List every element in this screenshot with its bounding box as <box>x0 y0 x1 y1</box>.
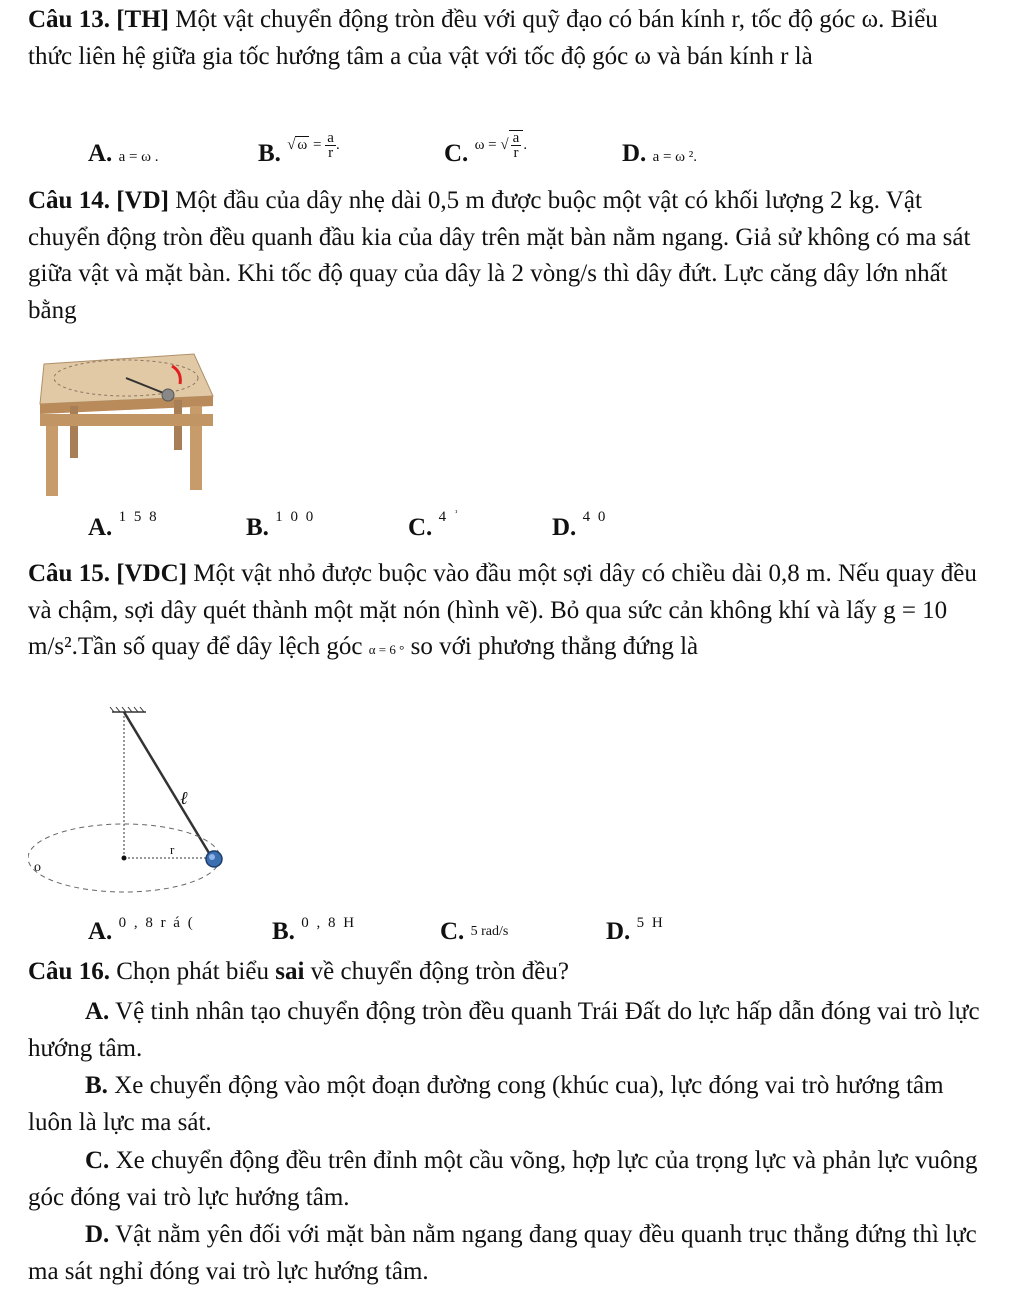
q14-option-a[interactable]: A. $^{1 5 8}$ <box>88 509 159 541</box>
question-14 <box>28 183 988 329</box>
table-apron <box>40 414 213 426</box>
center-point <box>122 856 127 861</box>
q14-option-d[interactable]: D. $^{4 0}$ <box>552 509 608 541</box>
question-15-label: Câu 15. [VDC] <box>28 560 188 587</box>
gravity-expr: g = 10 m/s² <box>28 596 948 660</box>
bob-highlight <box>209 854 215 860</box>
table-leg <box>46 414 58 496</box>
q13-option-b-expr: √ ω = a r . <box>287 130 340 162</box>
conical-pendulum-figure <box>28 700 258 910</box>
q15-option-d[interactable]: D. $^{5 H}$ <box>606 915 665 945</box>
question-14-label: Câu 14. [VD] <box>28 187 169 214</box>
question-13-text: Một vật chuyển động tròn đều với quỹ đạo có bán kính r, tốc độ góc ω. Biểu thức liên hệ giữa gia tốc hướng tâm a của vật với tốc độ góc ω và bán kính r là <box>28 6 938 70</box>
q15-option-b[interactable]: B. $^{0 , 8 H}$ <box>272 915 357 945</box>
question-16-label: Câu 16. <box>28 958 110 985</box>
question-13-options <box>0 130 1013 180</box>
q16-option-b[interactable]: B. Xe chuyển động vào một đoạn đường cong (khúc cua), lực đóng vai trò hướng tâm luôn là lực ma sát. <box>28 1072 944 1136</box>
radius-label: r <box>170 842 175 857</box>
question-15: Câu 15. [VDC] Một vật nhỏ được buộc vào đầu một sợi dây có chiều dài 0,8 m. Nếu quay đều và chậm, sợi dây quét thành một mặt nón (hình vẽ). Bỏ qua sức cản không khí và lấy g = 10 m/s².Tần số quay để dây lệch góc α = 6 ° so với phương thẳng đứng là <box>28 560 977 660</box>
q13-option-d-expr: a = ω ². <box>652 149 698 165</box>
pendulum-string <box>124 712 212 858</box>
length-label: ℓ <box>180 788 188 808</box>
q13-option-d[interactable]: D. a = ω ². <box>622 140 698 167</box>
question-16-emphasis: sai <box>275 958 305 985</box>
alpha-expr: α = 6 ° <box>368 642 405 657</box>
question-13-label: Câu 13. [TH] <box>28 6 169 33</box>
q13-option-a-expr: a = ω . <box>118 149 159 165</box>
q13-option-b[interactable]: B. $^{√ \omega = \frac{a}{r} .}$ <box>258 130 340 167</box>
question-14-text: Một đầu của dây nhẹ dài 0,5 m được buộc một vật có khối lượng 2 kg. Vật chuyển động tròn đều quanh đầu kia của dây trên mặt bàn nằm ngang. Giả sử không có ma sát giữa vật và mặt bàn. Khi tốc độ quay của dây là 2 vòng/s thì dây đứt. Lực căng dây lớn nhất bằng <box>28 187 971 324</box>
question-15-options <box>0 915 1013 958</box>
rotating-table-figure <box>30 336 220 504</box>
question-13 <box>28 2 988 75</box>
q14-option-c[interactable]: C. $^{4 ʾ}$ <box>408 509 461 541</box>
q14-option-b[interactable]: B. $^{1 0 0}$ <box>246 509 316 541</box>
q16-option-c[interactable]: C. Xe chuyển động đều trên đỉnh một cầu võng, hợp lực của trọng lực và phản lực vuông góc đóng vai trò lực hướng tâm. <box>28 1147 978 1211</box>
question-16: Câu 16. Chọn phát biểu sai về chuyển động tròn đều? <box>28 958 569 985</box>
q16-option-d[interactable]: D. Vật nằm yên đối với mặt bàn nằm ngang đang quay đều quanh trục thẳng đứng thì lực ma sát nghỉ đóng vai trò lực hướng tâm. <box>28 1221 977 1285</box>
q13-option-a[interactable]: A. a = ω . <box>88 140 159 167</box>
question-14-options <box>0 509 1013 554</box>
mass-ball <box>162 389 174 401</box>
q13-option-c-expr: ω = √ a r . <box>474 130 528 162</box>
q13-option-c[interactable]: C. $^{\omega = √ \frac{a}{r} .}$ <box>444 130 528 167</box>
center-label: o <box>34 860 41 875</box>
q15-option-c[interactable]: C. 5 rad/s <box>440 918 509 945</box>
q16-option-a[interactable]: A. Vệ tinh nhân tạo chuyển động tròn đều quanh Trái Đất do lực hấp dẫn đóng vai trò lực hướng tâm. <box>28 998 980 1062</box>
table-leg <box>70 406 78 458</box>
q15-option-a[interactable]: A. $^{0 , 8 r á (}$ <box>88 915 195 945</box>
